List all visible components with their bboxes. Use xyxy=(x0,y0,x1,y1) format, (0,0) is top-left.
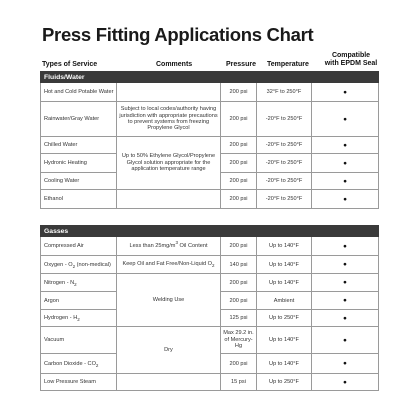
temperature-cell: Up to 140°F xyxy=(257,274,312,292)
temperature-cell: Up to 250°F xyxy=(257,374,312,391)
service-cell: Ethanol xyxy=(41,190,117,209)
pressure-cell: 200 psi xyxy=(221,102,257,137)
epdm-dot: ● xyxy=(312,154,379,173)
pressure-cell: Max 29.2 in. of Mercury-Hg xyxy=(221,327,257,354)
pressure-cell: 200 psi xyxy=(221,190,257,209)
epdm-dot: ● xyxy=(312,292,379,310)
table-row xyxy=(41,102,379,137)
comment-cell: Subject to local codes/authority having jurisdiction with appropriate precautions to prevent systems from freezing Propylene Glycol xyxy=(117,102,221,137)
table-row xyxy=(41,274,379,292)
pressure-cell: 200 psi xyxy=(221,154,257,173)
header-service: Types of Service xyxy=(42,61,98,68)
header-comments: Comments xyxy=(156,61,193,68)
header-temperature: Temperature xyxy=(267,61,309,68)
pressure-cell: 200 psi xyxy=(221,274,257,292)
temperature-cell: Up to 140°F xyxy=(257,256,312,274)
subscript: 2 xyxy=(77,317,80,323)
service-cell: Vacuum xyxy=(41,327,117,354)
comment-cell: Up to 50% Ethylene Glycol/Propylene Glycol solution appropriate for the application temperature range xyxy=(117,137,221,190)
subscript: 2 xyxy=(212,263,215,269)
temperature-cell: Ambient xyxy=(257,292,312,310)
service-text: Nitrogen - N xyxy=(44,279,75,286)
comment-text: Keep Oil and Fat Free/Non-Liquid O xyxy=(122,261,213,268)
service-cell xyxy=(41,354,117,374)
service-text: (non-medical) xyxy=(75,261,111,268)
header-epdm: Compatible with EPDM Seal xyxy=(324,52,378,67)
temperature-cell: -20°F to 250°F xyxy=(257,137,312,154)
temperature-cell: Up to 250°F xyxy=(257,310,312,327)
comment-cell xyxy=(117,256,221,274)
service-cell: Argon xyxy=(41,292,117,310)
comment-text: Oil Content xyxy=(178,242,208,249)
comment-cell xyxy=(117,190,221,209)
table-row xyxy=(41,83,379,102)
table-row xyxy=(41,327,379,354)
service-text: Carbon Dioxide - CO xyxy=(44,360,96,367)
epdm-dot: ● xyxy=(312,102,379,137)
epdm-dot: ● xyxy=(312,274,379,292)
epdm-dot: ● xyxy=(312,374,379,391)
comment-cell xyxy=(117,374,221,391)
table-row xyxy=(41,137,379,154)
epdm-dot: ● xyxy=(312,137,379,154)
comment-cell: Welding Use xyxy=(117,274,221,327)
service-cell xyxy=(41,310,117,327)
pressure-cell: 140 psi xyxy=(221,256,257,274)
page-title: Press Fitting Applications Chart xyxy=(42,24,314,45)
epdm-dot: ● xyxy=(312,354,379,374)
subscript: 2 xyxy=(74,281,77,287)
service-cell: Hydronic Heating xyxy=(41,154,117,173)
table-row xyxy=(41,190,379,209)
service-cell xyxy=(41,274,117,292)
pressure-cell: 200 psi xyxy=(221,237,257,256)
pressure-cell: 125 psi xyxy=(221,310,257,327)
service-cell: Cooling Water xyxy=(41,173,117,190)
header-pressure: Pressure xyxy=(226,61,256,68)
pressure-cell: 200 psi xyxy=(221,292,257,310)
service-cell: Hot and Cold Potable Water xyxy=(41,83,117,102)
epdm-dot: ● xyxy=(312,310,379,327)
pressure-cell: 200 psi xyxy=(221,354,257,374)
pressure-cell: 15 psi xyxy=(221,374,257,391)
table-row xyxy=(41,237,379,256)
section-fluids-label: Fluids/Water xyxy=(41,72,379,83)
table-row xyxy=(41,256,379,274)
temperature-cell: -20°F to 250°F xyxy=(257,102,312,137)
temperature-cell: Up to 140°F xyxy=(257,237,312,256)
comment-cell: Dry xyxy=(117,327,221,374)
epdm-dot: ● xyxy=(312,256,379,274)
epdm-dot: ● xyxy=(312,173,379,190)
comment-cell xyxy=(117,237,221,256)
table-row xyxy=(41,374,379,391)
comment-cell xyxy=(117,83,221,102)
epdm-dot: ● xyxy=(312,190,379,209)
service-cell: Compressed Air xyxy=(41,237,117,256)
temperature-cell: Up to 140°F xyxy=(257,354,312,374)
service-cell: Rainwater/Gray Water xyxy=(41,102,117,137)
comment-text: Less than 25mg/m xyxy=(129,242,176,249)
service-text: Hydrogen - H xyxy=(44,315,78,321)
gasses-table xyxy=(40,225,379,391)
service-cell xyxy=(41,256,117,274)
fluids-table xyxy=(40,71,379,209)
subscript: 2 xyxy=(95,362,99,368)
epdm-dot: ● xyxy=(312,237,379,256)
service-text: Oxygen - O xyxy=(44,261,73,268)
section-gasses-label: Gasses xyxy=(41,226,379,237)
temperature-cell: 32°F to 250°F xyxy=(257,83,312,102)
pressure-cell: 200 psi xyxy=(221,83,257,102)
section-row xyxy=(41,226,379,237)
superscript: 3 xyxy=(175,239,178,245)
table-header xyxy=(40,50,378,71)
temperature-cell: -20°F to 250°F xyxy=(257,173,312,190)
pressure-cell: 200 psi xyxy=(221,137,257,154)
temperature-cell: Up to 140°F xyxy=(257,327,312,354)
service-cell: Low Pressure Steam xyxy=(41,374,117,391)
temperature-cell: -20°F to 250°F xyxy=(257,154,312,173)
section-row xyxy=(41,72,379,83)
subscript: 2 xyxy=(72,263,76,269)
temperature-cell: -20°F to 250°F xyxy=(257,190,312,209)
pressure-cell: 200 psi xyxy=(221,173,257,190)
epdm-dot: ● xyxy=(312,83,379,102)
service-cell: Chilled Water xyxy=(41,137,117,154)
epdm-dot: ● xyxy=(312,327,379,354)
